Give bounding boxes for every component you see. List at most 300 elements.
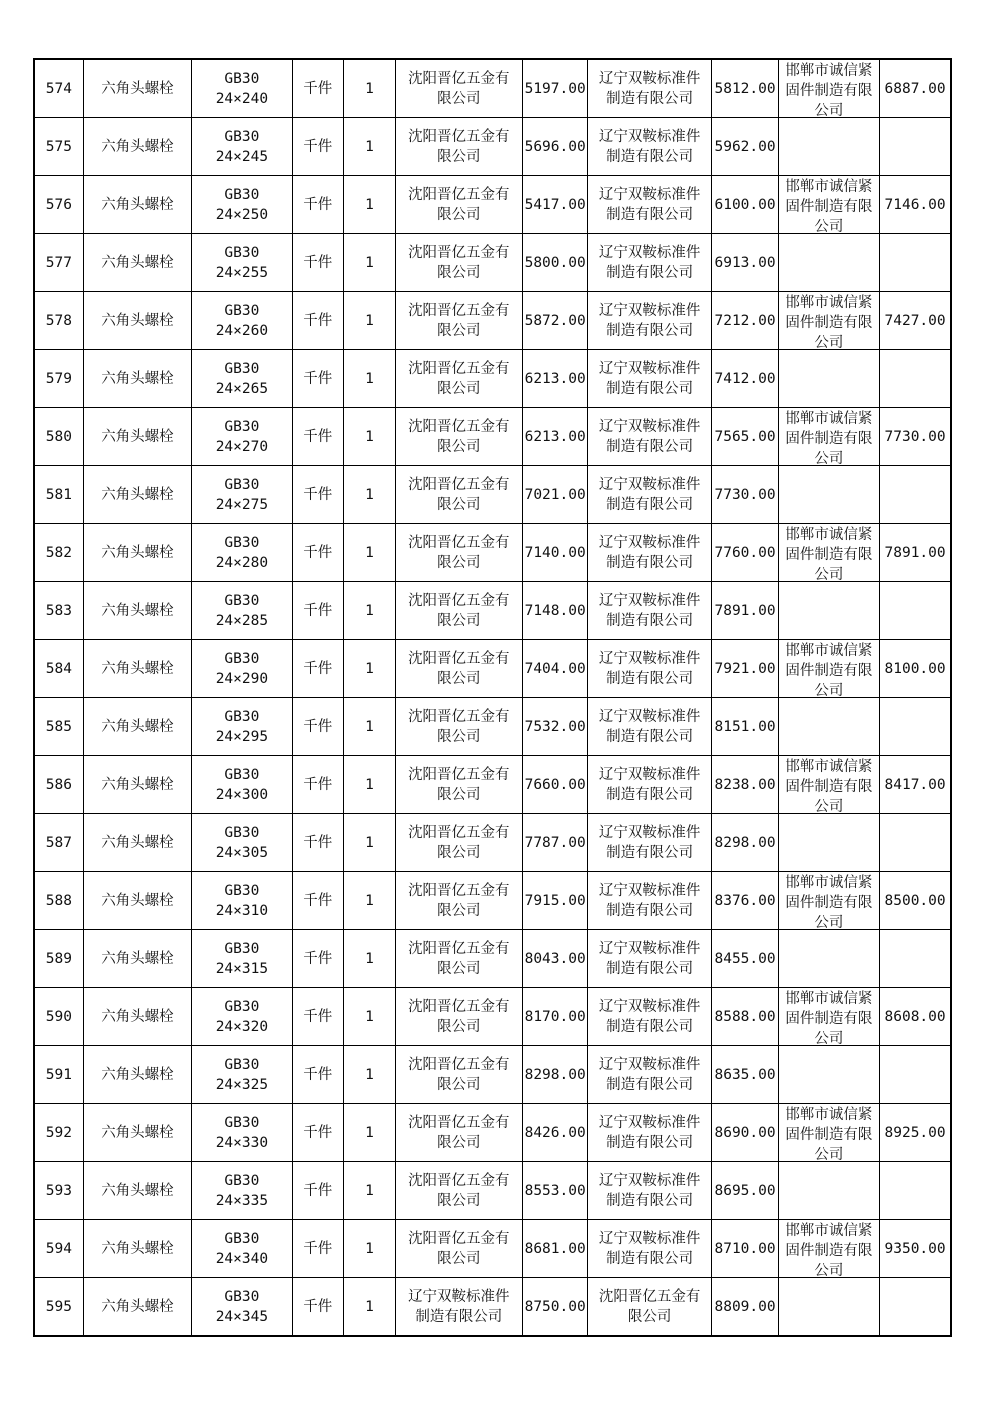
price-2: 8635.00 — [712, 1046, 778, 1104]
size: 24×285 — [215, 612, 269, 629]
price-1: 7915.00 — [522, 872, 587, 930]
price-1: 5696.00 — [522, 118, 587, 176]
price-3: 8500.00 — [880, 872, 951, 930]
supplier-3-text: 邯郸市诚信紧 固件制造有限 公司 — [785, 874, 873, 929]
table-row — [34, 1278, 951, 1337]
supplier-2 — [587, 814, 712, 872]
quantity: 1 — [343, 930, 395, 988]
size: 24×280 — [215, 554, 269, 571]
supplier-3-text: 邯郸市诚信紧 固件制造有限 公司 — [785, 1222, 873, 1277]
unit: 千件 — [292, 1046, 343, 1104]
unit: 千件 — [292, 350, 343, 408]
price-3: 8100.00 — [880, 640, 951, 698]
price-1: 7021.00 — [522, 466, 587, 524]
supplier-2-text: 辽宁双鞍标准件 制造有限公司 — [598, 128, 701, 165]
supplier-2 — [587, 930, 712, 988]
spec-cell — [192, 408, 292, 466]
quantity: 1 — [343, 350, 395, 408]
item-name: 六角头螺栓 — [83, 1278, 191, 1337]
supplier-2 — [587, 292, 712, 350]
standard-code: GB30 — [224, 998, 260, 1015]
item-name: 六角头螺栓 — [83, 814, 191, 872]
spec-cell — [192, 1220, 292, 1278]
supplier-1-text: 辽宁双鞍标准件 制造有限公司 — [408, 1288, 510, 1325]
table-row — [34, 466, 951, 524]
spec-cell — [192, 1278, 292, 1337]
spec-cell — [192, 350, 292, 408]
spec-cell — [192, 118, 292, 176]
size: 24×320 — [215, 1018, 269, 1035]
supplier-1-text: 沈阳晋亿五金有 限公司 — [408, 650, 510, 687]
supplier-3-text: 邯郸市诚信紧 固件制造有限 公司 — [785, 990, 873, 1045]
price-2: 6100.00 — [712, 176, 778, 234]
price-2: 8809.00 — [712, 1278, 778, 1337]
price-1: 8681.00 — [522, 1220, 587, 1278]
supplier-2-text: 辽宁双鞍标准件 制造有限公司 — [598, 70, 701, 107]
price-2: 7412.00 — [712, 350, 778, 408]
price-1: 7787.00 — [522, 814, 587, 872]
price-2: 7891.00 — [712, 582, 778, 640]
supplier-1 — [396, 930, 523, 988]
price-3 — [880, 118, 951, 176]
price-3: 6887.00 — [880, 59, 951, 118]
size: 24×265 — [215, 380, 269, 397]
supplier-2-text: 辽宁双鞍标准件 制造有限公司 — [598, 940, 701, 977]
table-row — [34, 176, 951, 234]
price-1: 7532.00 — [522, 698, 587, 756]
size: 24×255 — [215, 264, 269, 281]
supplier-2 — [587, 59, 712, 118]
standard-code: GB30 — [224, 592, 260, 609]
supplier-2-text: 辽宁双鞍标准件 制造有限公司 — [598, 534, 701, 571]
supplier-3 — [778, 1278, 879, 1337]
row-number: 576 — [34, 176, 83, 234]
quantity: 1 — [343, 59, 395, 118]
standard-code: GB30 — [224, 534, 260, 551]
supplier-2-text: 辽宁双鞍标准件 制造有限公司 — [598, 882, 701, 919]
supplier-2 — [587, 988, 712, 1046]
item-name: 六角头螺栓 — [83, 930, 191, 988]
unit: 千件 — [292, 930, 343, 988]
unit: 千件 — [292, 698, 343, 756]
supplier-1 — [396, 292, 523, 350]
price-3 — [880, 466, 951, 524]
supplier-1 — [396, 466, 523, 524]
unit: 千件 — [292, 234, 343, 292]
row-number: 579 — [34, 350, 83, 408]
spec-cell — [192, 698, 292, 756]
item-name: 六角头螺栓 — [83, 1162, 191, 1220]
item-name: 六角头螺栓 — [83, 872, 191, 930]
unit: 千件 — [292, 1278, 343, 1337]
supplier-3 — [778, 350, 879, 408]
table-row — [34, 872, 951, 930]
supplier-2-text: 辽宁双鞍标准件 制造有限公司 — [598, 1230, 701, 1267]
unit: 千件 — [292, 1104, 343, 1162]
supplier-3 — [778, 1220, 879, 1278]
table-row — [34, 1104, 951, 1162]
supplier-2 — [587, 1220, 712, 1278]
standard-code: GB30 — [224, 360, 260, 377]
quantity: 1 — [343, 466, 395, 524]
supplier-3 — [778, 756, 879, 814]
price-1: 8298.00 — [522, 1046, 587, 1104]
spec-cell — [192, 814, 292, 872]
item-name: 六角头螺栓 — [83, 234, 191, 292]
supplier-2 — [587, 640, 712, 698]
supplier-1 — [396, 1220, 523, 1278]
supplier-3-text: 邯郸市诚信紧 固件制造有限 公司 — [785, 294, 873, 349]
quantity: 1 — [343, 756, 395, 814]
price-2: 6913.00 — [712, 234, 778, 292]
unit: 千件 — [292, 872, 343, 930]
unit: 千件 — [292, 118, 343, 176]
spec-cell — [192, 1162, 292, 1220]
supplier-2-text: 辽宁双鞍标准件 制造有限公司 — [598, 650, 701, 687]
table-row — [34, 814, 951, 872]
supplier-3-text: 邯郸市诚信紧 固件制造有限 公司 — [785, 642, 873, 697]
standard-code: GB30 — [224, 766, 260, 783]
table-row — [34, 1220, 951, 1278]
item-name: 六角头螺栓 — [83, 350, 191, 408]
supplier-1 — [396, 408, 523, 466]
supplier-2 — [587, 582, 712, 640]
row-number: 588 — [34, 872, 83, 930]
supplier-1-text: 沈阳晋亿五金有 限公司 — [408, 882, 510, 919]
item-name: 六角头螺栓 — [83, 988, 191, 1046]
quantity: 1 — [343, 988, 395, 1046]
price-1: 7148.00 — [522, 582, 587, 640]
price-2: 8588.00 — [712, 988, 778, 1046]
supplier-3 — [778, 234, 879, 292]
standard-code: GB30 — [224, 186, 260, 203]
table-row — [34, 292, 951, 350]
spec-cell — [192, 1104, 292, 1162]
quantity: 1 — [343, 176, 395, 234]
table-row — [34, 698, 951, 756]
standard-code: GB30 — [224, 882, 260, 899]
supplier-1 — [396, 756, 523, 814]
supplier-3 — [778, 1162, 879, 1220]
supplier-1-text: 沈阳晋亿五金有 限公司 — [408, 708, 510, 745]
price-2: 8690.00 — [712, 1104, 778, 1162]
supplier-1 — [396, 1046, 523, 1104]
supplier-3 — [778, 872, 879, 930]
supplier-1-text: 沈阳晋亿五金有 限公司 — [408, 302, 510, 339]
supplier-3 — [778, 930, 879, 988]
supplier-2 — [587, 524, 712, 582]
size: 24×330 — [215, 1134, 269, 1151]
unit: 千件 — [292, 466, 343, 524]
row-number: 594 — [34, 1220, 83, 1278]
quantity: 1 — [343, 872, 395, 930]
standard-code: GB30 — [224, 70, 260, 87]
supplier-1-text: 沈阳晋亿五金有 限公司 — [408, 592, 510, 629]
price-3: 7730.00 — [880, 408, 951, 466]
quantity: 1 — [343, 814, 395, 872]
quantity: 1 — [343, 1104, 395, 1162]
supplier-1-text: 沈阳晋亿五金有 限公司 — [408, 766, 510, 803]
row-number: 582 — [34, 524, 83, 582]
size: 24×315 — [215, 960, 269, 977]
supplier-3 — [778, 292, 879, 350]
supplier-2 — [587, 1046, 712, 1104]
unit: 千件 — [292, 640, 343, 698]
price-1: 6213.00 — [522, 408, 587, 466]
item-name: 六角头螺栓 — [83, 408, 191, 466]
standard-code: GB30 — [224, 650, 260, 667]
spec-cell — [192, 988, 292, 1046]
supplier-3 — [778, 59, 879, 118]
standard-code: GB30 — [224, 302, 260, 319]
row-number: 577 — [34, 234, 83, 292]
price-2: 7212.00 — [712, 292, 778, 350]
size: 24×270 — [215, 438, 269, 455]
price-2: 8298.00 — [712, 814, 778, 872]
supplier-2-text: 辽宁双鞍标准件 制造有限公司 — [598, 476, 701, 513]
table-body — [34, 59, 951, 1336]
standard-code: GB30 — [224, 708, 260, 725]
size: 24×275 — [215, 496, 269, 513]
quantity: 1 — [343, 698, 395, 756]
supplier-2 — [587, 118, 712, 176]
table-row — [34, 1162, 951, 1220]
price-3: 7146.00 — [880, 176, 951, 234]
price-1: 8043.00 — [522, 930, 587, 988]
supplier-3 — [778, 698, 879, 756]
table-row — [34, 930, 951, 988]
price-3 — [880, 1278, 951, 1337]
quantity: 1 — [343, 1162, 395, 1220]
table-row — [34, 988, 951, 1046]
supplier-2-text: 沈阳晋亿五金有 限公司 — [598, 1288, 701, 1325]
price-2: 7760.00 — [712, 524, 778, 582]
supplier-1 — [396, 698, 523, 756]
quantity: 1 — [343, 408, 395, 466]
item-name: 六角头螺栓 — [83, 756, 191, 814]
row-number: 574 — [34, 59, 83, 118]
price-1: 8750.00 — [522, 1278, 587, 1337]
supplier-2 — [587, 1162, 712, 1220]
item-name: 六角头螺栓 — [83, 1104, 191, 1162]
row-number: 593 — [34, 1162, 83, 1220]
item-name: 六角头螺栓 — [83, 118, 191, 176]
table-row — [34, 756, 951, 814]
unit: 千件 — [292, 292, 343, 350]
price-3 — [880, 582, 951, 640]
unit: 千件 — [292, 756, 343, 814]
standard-code: GB30 — [224, 824, 260, 841]
row-number: 586 — [34, 756, 83, 814]
size: 24×305 — [215, 844, 269, 861]
supplier-2 — [587, 176, 712, 234]
supplier-3 — [778, 988, 879, 1046]
supplier-2-text: 辽宁双鞍标准件 制造有限公司 — [598, 708, 701, 745]
table-row — [34, 408, 951, 466]
supplier-1-text: 沈阳晋亿五金有 限公司 — [408, 940, 510, 977]
supplier-1 — [396, 234, 523, 292]
quantity: 1 — [343, 582, 395, 640]
price-2: 8376.00 — [712, 872, 778, 930]
spec-cell — [192, 582, 292, 640]
row-number: 578 — [34, 292, 83, 350]
price-2: 8238.00 — [712, 756, 778, 814]
supplier-1-text: 沈阳晋亿五金有 限公司 — [408, 1230, 510, 1267]
table-row — [34, 524, 951, 582]
item-name: 六角头螺栓 — [83, 466, 191, 524]
price-2: 7921.00 — [712, 640, 778, 698]
price-3: 9350.00 — [880, 1220, 951, 1278]
standard-code: GB30 — [224, 244, 260, 261]
supplier-2 — [587, 408, 712, 466]
supplier-3 — [778, 582, 879, 640]
supplier-2-text: 辽宁双鞍标准件 制造有限公司 — [598, 1114, 701, 1151]
size: 24×250 — [215, 206, 269, 223]
price-3 — [880, 930, 951, 988]
quantity: 1 — [343, 234, 395, 292]
supplier-2 — [587, 756, 712, 814]
supplier-1-text: 沈阳晋亿五金有 限公司 — [408, 70, 510, 107]
supplier-1-text: 沈阳晋亿五金有 限公司 — [408, 128, 510, 165]
supplier-1-text: 沈阳晋亿五金有 限公司 — [408, 1056, 510, 1093]
supplier-2 — [587, 234, 712, 292]
supplier-1 — [396, 988, 523, 1046]
quantity: 1 — [343, 1278, 395, 1337]
price-2: 5962.00 — [712, 118, 778, 176]
unit: 千件 — [292, 1162, 343, 1220]
unit: 千件 — [292, 814, 343, 872]
standard-code: GB30 — [224, 1056, 260, 1073]
standard-code: GB30 — [224, 418, 260, 435]
spec-cell — [192, 292, 292, 350]
size: 24×335 — [215, 1192, 269, 1209]
size: 24×290 — [215, 670, 269, 687]
supplier-1 — [396, 872, 523, 930]
table-row — [34, 59, 951, 118]
standard-code: GB30 — [224, 940, 260, 957]
price-3 — [880, 234, 951, 292]
price-3: 7891.00 — [880, 524, 951, 582]
supplier-2 — [587, 466, 712, 524]
table-row — [34, 1046, 951, 1104]
price-2: 8455.00 — [712, 930, 778, 988]
size: 24×340 — [215, 1250, 269, 1267]
price-1: 8553.00 — [522, 1162, 587, 1220]
supplier-3-text: 邯郸市诚信紧 固件制造有限 公司 — [785, 758, 873, 813]
spec-cell — [192, 930, 292, 988]
item-name: 六角头螺栓 — [83, 292, 191, 350]
row-number: 592 — [34, 1104, 83, 1162]
supplier-2-text: 辽宁双鞍标准件 制造有限公司 — [598, 1172, 701, 1209]
table-row — [34, 350, 951, 408]
supplier-2-text: 辽宁双鞍标准件 制造有限公司 — [598, 244, 701, 281]
supplier-2-text: 辽宁双鞍标准件 制造有限公司 — [598, 186, 701, 223]
price-2: 5812.00 — [712, 59, 778, 118]
supplier-3 — [778, 640, 879, 698]
supplier-1-text: 沈阳晋亿五金有 限公司 — [408, 360, 510, 397]
row-number: 591 — [34, 1046, 83, 1104]
row-number: 585 — [34, 698, 83, 756]
price-2: 8710.00 — [712, 1220, 778, 1278]
price-3 — [880, 814, 951, 872]
price-2: 7565.00 — [712, 408, 778, 466]
quantity: 1 — [343, 1046, 395, 1104]
supplier-1-text: 沈阳晋亿五金有 限公司 — [408, 418, 510, 455]
standard-code: GB30 — [224, 1230, 260, 1247]
size: 24×300 — [215, 786, 269, 803]
supplier-3 — [778, 408, 879, 466]
price-1: 5800.00 — [522, 234, 587, 292]
quantity: 1 — [343, 292, 395, 350]
price-1: 7660.00 — [522, 756, 587, 814]
price-3 — [880, 698, 951, 756]
unit: 千件 — [292, 1220, 343, 1278]
supplier-1-text: 沈阳晋亿五金有 限公司 — [408, 186, 510, 223]
supplier-1 — [396, 582, 523, 640]
supplier-3 — [778, 176, 879, 234]
standard-code: GB30 — [224, 1172, 260, 1189]
row-number: 584 — [34, 640, 83, 698]
spec-cell — [192, 1046, 292, 1104]
supplier-1 — [396, 59, 523, 118]
quantity: 1 — [343, 524, 395, 582]
unit: 千件 — [292, 408, 343, 466]
supplier-2-text: 辽宁双鞍标准件 制造有限公司 — [598, 592, 701, 629]
supplier-2-text: 辽宁双鞍标准件 制造有限公司 — [598, 824, 701, 861]
size: 24×310 — [215, 902, 269, 919]
supplier-3-text: 邯郸市诚信紧 固件制造有限 公司 — [785, 1106, 873, 1161]
quantity: 1 — [343, 1220, 395, 1278]
supplier-1-text: 沈阳晋亿五金有 限公司 — [408, 1172, 510, 1209]
price-3: 8417.00 — [880, 756, 951, 814]
row-number: 575 — [34, 118, 83, 176]
standard-code: GB30 — [224, 476, 260, 493]
price-3: 8608.00 — [880, 988, 951, 1046]
spec-cell — [192, 640, 292, 698]
size: 24×325 — [215, 1076, 269, 1093]
supplier-2 — [587, 698, 712, 756]
supplier-3-text: 邯郸市诚信紧 固件制造有限 公司 — [785, 526, 873, 581]
price-3 — [880, 1046, 951, 1104]
supplier-2-text: 辽宁双鞍标准件 制造有限公司 — [598, 302, 701, 339]
spec-cell — [192, 756, 292, 814]
price-3 — [880, 1162, 951, 1220]
row-number: 590 — [34, 988, 83, 1046]
spec-cell — [192, 176, 292, 234]
supplier-2-text: 辽宁双鞍标准件 制造有限公司 — [598, 766, 701, 803]
supplier-1-text: 沈阳晋亿五金有 限公司 — [408, 476, 510, 513]
supplier-2-text: 辽宁双鞍标准件 制造有限公司 — [598, 418, 701, 455]
standard-code: GB30 — [224, 1288, 260, 1305]
supplier-2 — [587, 872, 712, 930]
price-1: 5197.00 — [522, 59, 587, 118]
supplier-1-text: 沈阳晋亿五金有 限公司 — [408, 244, 510, 281]
price-1: 8426.00 — [522, 1104, 587, 1162]
item-name: 六角头螺栓 — [83, 1046, 191, 1104]
price-1: 5872.00 — [522, 292, 587, 350]
price-2: 7730.00 — [712, 466, 778, 524]
spec-cell — [192, 872, 292, 930]
supplier-1 — [396, 640, 523, 698]
item-name: 六角头螺栓 — [83, 1220, 191, 1278]
table-row — [34, 582, 951, 640]
row-number: 587 — [34, 814, 83, 872]
row-number: 583 — [34, 582, 83, 640]
item-name: 六角头螺栓 — [83, 524, 191, 582]
supplier-3 — [778, 1104, 879, 1162]
quantity: 1 — [343, 118, 395, 176]
item-name: 六角头螺栓 — [83, 582, 191, 640]
